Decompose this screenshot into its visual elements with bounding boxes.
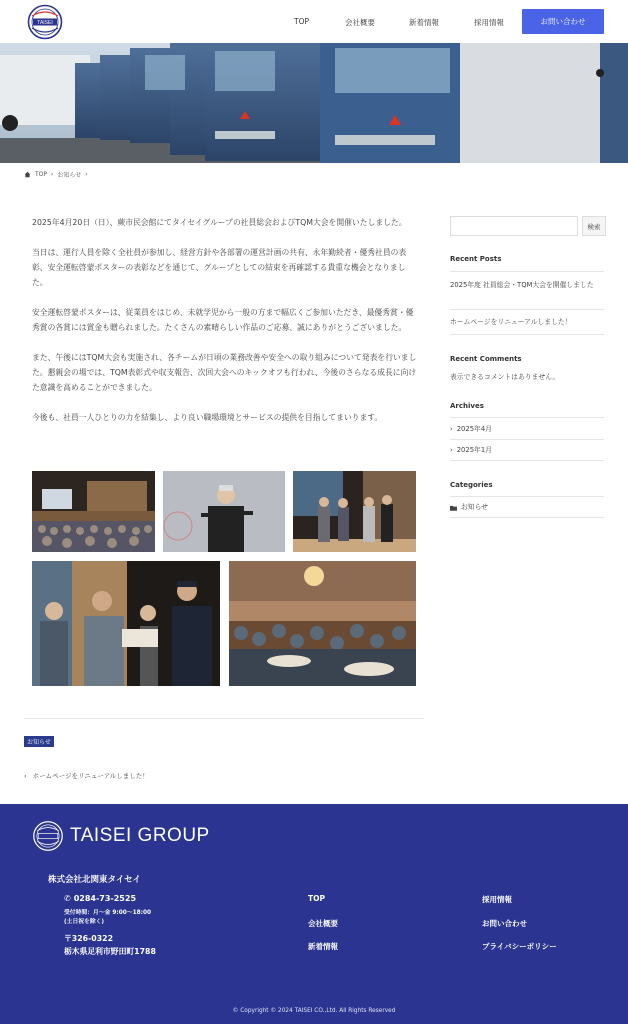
divider <box>450 517 604 518</box>
divider <box>450 460 604 461</box>
search-input[interactable] <box>450 216 578 236</box>
nav-company[interactable]: 会社概要 <box>345 18 375 27</box>
photo-award-ceremony[interactable] <box>293 471 416 552</box>
article-paragraph-3: 安全運転啓蒙ポスターは、従業員をはじめ、未就学児から一般の方まで幅広くご参加いただき、最優秀賞・優秀賞の各賞には賞金も贈られました。たくさんの素晴らしい作品のご応募、誠にありがとうございました。 <box>32 308 414 332</box>
chevron-right-icon: › <box>450 425 453 433</box>
footer-link-company[interactable]: 会社概要 <box>308 919 338 928</box>
recent-post-2[interactable]: ホームページをリニューアルしました！ <box>450 318 572 326</box>
nav-top[interactable]: TOP <box>294 17 310 26</box>
footer-link-privacy[interactable]: プライバシーポリシー <box>482 942 557 951</box>
recent-post-1[interactable]: 2025年度 社員総会・TQM大会を開催しました <box>450 281 594 289</box>
article-body <box>32 215 418 440</box>
chevron-right-icon: › <box>450 446 453 454</box>
no-comments-text: 表示できるコメントはありません。 <box>450 373 560 381</box>
divider <box>450 271 604 272</box>
footer-link-recruit[interactable]: 採用情報 <box>482 895 512 904</box>
divider <box>450 417 604 418</box>
hero-image-trucks <box>0 43 628 163</box>
divider <box>450 309 604 310</box>
categories-title: Categories <box>450 481 493 489</box>
breadcrumb <box>24 170 88 179</box>
copyright: © Copyright © 2024 TAISEI CO.,Ltd. All Rights Reserved <box>232 1008 396 1014</box>
phone[interactable] <box>64 894 136 903</box>
taisei-logo[interactable] <box>27 4 63 40</box>
footer-link-news[interactable]: 新着情報 <box>308 942 338 951</box>
recent-posts-title: Recent Posts <box>450 255 502 263</box>
category-item[interactable] <box>450 501 604 514</box>
archive-label[interactable]: 2025年4月 <box>456 425 492 433</box>
breadcrumb-top[interactable]: TOP <box>35 171 48 178</box>
divider <box>450 496 604 497</box>
archive-item[interactable] <box>450 444 604 457</box>
article-paragraph-4: また、午後にはTQM大会も実施され、各チームが日頃の業務改善や安全への取り組みについて発表を行いました。懇親会の場では、TQM表彰式や収支報告、次回大会へのキックオフも行われ、今後のさらなる成長に向けた意識を高めることができました。 <box>32 353 417 392</box>
postal-code: 〒326-0322 <box>64 934 114 943</box>
taisei-logo <box>32 820 64 852</box>
footer-logo[interactable] <box>32 820 210 852</box>
svg-text:TAISEI: TAISEI <box>37 20 53 26</box>
phone-number[interactable]: 0284-73-2525 <box>73 894 137 903</box>
photo-speaker[interactable] <box>163 471 285 552</box>
nav-news[interactable]: 新着情報 <box>409 18 439 27</box>
divider <box>24 718 424 719</box>
archive-label[interactable]: 2025年1月 <box>456 446 492 454</box>
chevron-right-icon: › <box>85 171 88 178</box>
category-label[interactable]: お知らせ <box>461 503 488 511</box>
photo-banquet[interactable] <box>229 561 416 686</box>
archives-title: Archives <box>450 402 484 410</box>
phone-icon: ✆ <box>64 894 71 903</box>
footer-link-contact[interactable]: お問い合わせ <box>482 919 527 928</box>
article-paragraph-2: 当日は、運行人員を除く全社員が参加し、経営方針や各部署の運営計画の共有、永年勤続者・優秀社員の表彰、安全運転啓蒙ポスターの表彰などを通じて、グループとしての結束を再確認する貴重な機会となりました。 <box>32 248 407 287</box>
breadcrumb-current[interactable]: お知らせ <box>57 172 82 179</box>
chevron-right-icon: › <box>51 171 54 178</box>
company-name: 株式会社北関東タイセイ <box>48 875 141 885</box>
article-paragraph-5: 今後も、社員一人ひとりの力を結集し、より良い職場環境とサービスの提供を目指してまいります。 <box>32 413 383 422</box>
prev-post-link[interactable] <box>24 771 149 780</box>
prev-post-label[interactable]: ホームページをリニューアルしました！ <box>32 772 149 780</box>
footer-brand: TAISEI GROUP <box>70 825 210 846</box>
contact-button[interactable]: お問い合わせ <box>522 9 604 34</box>
chevron-left-icon: ‹ <box>24 771 27 780</box>
business-hours-note: (土日祝を除く) <box>64 919 105 925</box>
home-icon <box>24 171 31 178</box>
category-tag[interactable]: お知らせ <box>24 736 54 747</box>
search-button[interactable]: 検索 <box>582 216 606 236</box>
footer-link-top[interactable]: TOP <box>308 894 325 903</box>
site-footer <box>0 804 628 1024</box>
folder-icon <box>450 505 457 511</box>
article-paragraph-1: 2025年4月20日（日）、蕨市民会館にてタイセイグループの社員総会およびTQM大会を開催いたしました。 <box>32 218 407 227</box>
business-hours: 受付時間：月～金 9:00～18:00 <box>64 910 152 916</box>
photo-award-handover[interactable] <box>32 561 220 686</box>
recent-comments-title: Recent Comments <box>450 355 522 363</box>
divider <box>450 439 604 440</box>
photo-auditorium[interactable] <box>32 471 155 552</box>
nav-recruit[interactable]: 採用情報 <box>474 18 504 27</box>
address: 栃木県足利市野田町1788 <box>64 947 156 956</box>
divider <box>450 334 604 335</box>
site-header <box>0 0 628 43</box>
archive-item[interactable] <box>450 423 604 436</box>
